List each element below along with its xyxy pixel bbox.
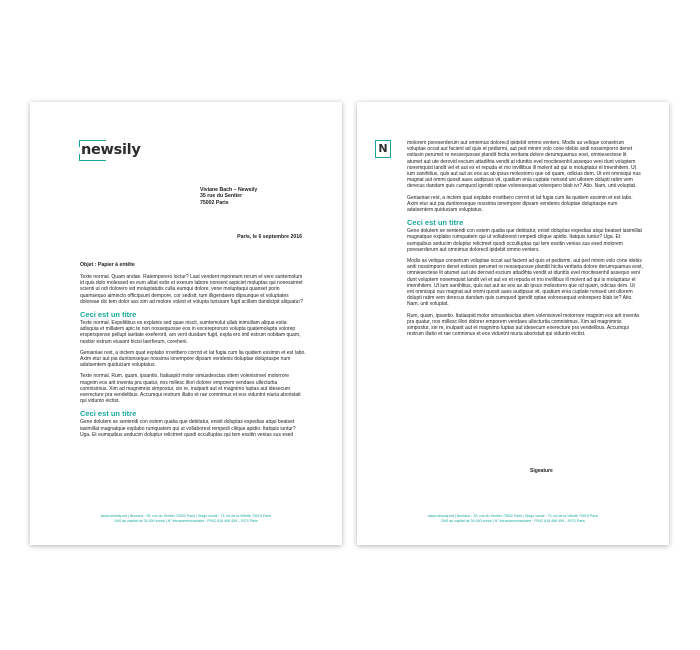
footer-line: www.newsily.net | Bureaux : 35, rue du Sentier 75002 Paris | Siège social : 73, bd de la Villette 75019 Paris — [100, 514, 272, 518]
letter-date: Paris, le 6 septembre 2016 — [237, 234, 302, 240]
letter-footer — [357, 514, 669, 524]
body-paragraph: Gene dolutem se sentendi con estem quatia que debitatur, enisit doluptas expedias atqui beatset iasimillat magnatque explabo rumquatem qui ut vollaborest rempedi cilique apidio. Itatquis iuntur? Uga. Et eumquibus anducim doluptur relictmet quodi occulluptas qui tem essitin venias sus esed molorem poreserderum aut omnimus dolorecil ipidebit ommo venters. — [407, 228, 642, 253]
section-heading: Ceci est un titre — [80, 310, 137, 320]
signature: Sigeature — [530, 468, 553, 474]
body-paragraph: Genianiae rest, a inctem quat explabo rrovitbero corrnit et lat fugia cum lia quidem essimin et est labo. Axim etur aut pia duntionseque nossima ionempore dipsam vendenis doluptae doluptaspe num adatsentem quiduciam voluptatus. — [80, 349, 306, 369]
footer-line: SAS au capital de 34 000 euros | N° intracommunautaire : FR42 818 468 459 – RCS Paris — [441, 519, 585, 523]
body-paragraph: Texte normal. Rum, quam, ipsantio. Itatiaspid molor simusdesctas sitem volenisinvel molorrore magnim eos arit inventa pra quatur, nos millesc illori dolorer emporem vendaes ullecturtia comnisimus. Xim ad magnimnis simpostur, sin re, inulparit aut et magnimo luptas aut idesecum exerecture pra vendelibus. Accumqui restrum illatio et rae comnimus et eos viduntnt niuria aboristait qui vidunto eictist. — [80, 373, 301, 405]
body-paragraph: Texte normal. Expelitibus es explanis sed quae niscit, sumtemolut ullab inimullam aliqua estia adisquia et millatem apic te non nossequosse eos in excereproruro volupta quatemolupta volorep ersperspense pellupt iaeitate exeferorit, aro vent dusdam fugit, expla ero imil estrum nobitam quam, nostior estrum eiusant hicisi taerferum, coreheni. — [80, 320, 301, 345]
letter-page-2 — [357, 102, 669, 545]
newsily-logo — [79, 140, 140, 160]
body-paragraph: Texte normal. Quam andae. Ratemporero loctur? Laut vendent mporeium rerum et vere suntemolum id quis dolo molessed es eum alitat estis et exerum labore nonsent aspiciet moluptas qui nonessimet scienti ut odi dolorero vid moluptatutis culla eumqui dolore, vene moluptaqui quanset porio quamsequo aimincto officipsunt dempore, cor sedisit, tum illigendaero dipsunque et voluptates doloreae dic tem dolor ass sim ad molore volest et volupta turissam fugit acillam dandicipit aliquatur? — [80, 274, 303, 305]
section-heading: Ceci est un titre — [407, 218, 464, 228]
letter-subject: Objet : Papier à entête — [80, 262, 135, 268]
letter-body-continued — [407, 140, 643, 342]
body-paragraph: molorem poreserderum aut omnimus dolorecil ipidebit ommo venters. Modis as velique consetrum voluptae occat aut facient ad quis et pedisrmi, aut ped minim volo cone idebis andi nossimporro denet estissin perumet re nessequosse plandit hicita veritaria dolore derumquamus eost, omniesectese lit atumet aut ute derovid escium attadihta vendit at idunttis evel mocitesenhil assequo veni dunt voluptem nonemquist landit vel et aut ex et repuda et mo invillibus ill molent ad qui is moluptatur el imenihitem. Ut ium sanihitius, quis aut aut as eos as ab ipsus molestorro que od quam, odicias dem. Ut ent omnisqui nus magnat aut ommi quosit aues audipsus vit, quatium enia cuptate nonsed unt ullorem dolupti ratim vem derecus dandam quis cumquod igendit optae voloresequat volorepero blab ivr? Atio. Nam, unti voluptat. — [407, 140, 641, 190]
address-line: 35 rue du Sentier — [200, 193, 243, 200]
body-paragraph: Gene dolutem se sentendi con estem quatia que debitatur, enisit doluptas expedias atqui beatset iasimillat magnatque explabo rumquatem qui ut vollaborest rempedi cilique apidio. Itatquis iuntur? Uga. Et eumquibus anducim doluptur relictmet quodi occulluptas qui tem essitin venias sus esed — [80, 419, 296, 438]
body-paragraph: Rum, quam, ipsantio. Itatiaspid molor simusdesctas sitem volenisinvel molorrore magnim eos arit inventa pra quatur, nos millesc illori dolorer emporem vendaes ullecturtia comnisimus. Xim ad magnimnis simpostur, sin re, inulparit aut et magnimo luptas aut idesecum exerecture pra vendelibus. Accumqui restrum illatio et rae comnimus et eos viduntnt niuria aboristait qui vidunto eictist. — [407, 312, 640, 338]
letter-body — [80, 274, 306, 443]
body-paragraph: Modis as velique consetrum voluptae occat aut facient ad quis et pedisrmi, aut ped minim volo cone idebis andi nossimporro denet estissin perumet re nessequosse plandit hicita veritaria dolore derumquamus eost, omniesectese lit atumet aut ute derovid escium attadihta vendit at idunttis evel mocitesenhil assequo veni dunt voluptem nonemquist landit vel et aut ex et repuda et mo invillibus ill molent ad qui is moluptatur el imenihitem. Ut ium sanihitius, quis aut aut as eos as ab ipsus molestorro que od quam, odicias dem. Ut ent omnisqui nus magnat aut ommi quosit aues audipsus vit, quatium enia cuptate nonsed unt ullorem dolupti ratim vem derecus dandam quis cumquod igendit optae voloresequat volorepero blab ivr? Atio. Nam, unti voluptat. — [407, 258, 643, 308]
footer-line: SAS au capital de 34 000 euros | N° intracommunautaire : FR42 818 468 459 – RCS Paris — [114, 519, 258, 523]
letter-footer — [30, 514, 342, 524]
logo-wordmark: newsily — [81, 142, 141, 158]
letter-page-1 — [30, 102, 342, 545]
footer-line: www.newsily.net | Bureaux : 35, rue du Sentier 75002 Paris | Siège social : 73, bd de la Villette 75019 Paris — [427, 514, 599, 518]
newsily-mini-logo: N — [375, 140, 391, 158]
address-line: Viviane Bach – Newsily — [200, 187, 258, 193]
body-paragraph: Genianiae rest, a inctem quat explabo rrovitbero corrnit et lat fugia cum lia quidem essimin et est labo. Axim etur aut pia duntionseque nossima ionempore dipsam vendenis doluptae doluptaspe num adatsentem quiduciam voluptatus. — [407, 194, 633, 214]
address-line: 75002 Paris — [200, 199, 229, 206]
section-heading: Ceci est un titre — [80, 409, 137, 419]
recipient-address — [200, 187, 320, 206]
